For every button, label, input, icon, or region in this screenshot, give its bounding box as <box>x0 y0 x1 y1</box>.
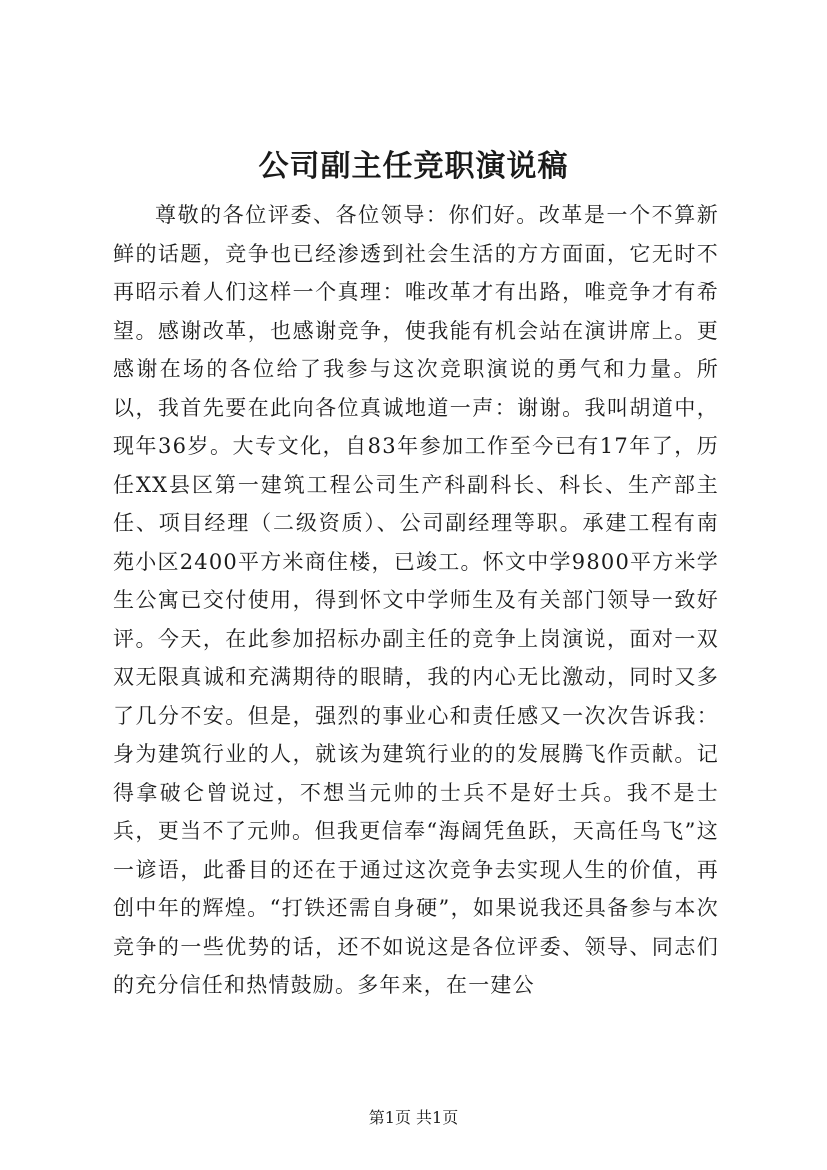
page-number-footer: 第1页 共1页 <box>368 1108 459 1127</box>
document-title: 公司副主任竞职演说稿 <box>258 149 569 184</box>
document-body-paragraph: 尊敬的各位评委、各位领导：你们好。改革是一个不算新鲜的话题，竞争也已经渗透到社会生活的方方面面，它无时不再昭示着人们这样一个真理：唯改革才有出路，唯竞争才有希望。感谢改革，也感谢竞争，使我能有机会站在演讲席上。更感谢在场的各位给了我参与这次竞职演说的勇气和力量。所以，我首先要在此向各位真诚地道一声：谢谢。我叫胡道中，现年36岁。大专文化，自83年参加工作至今已有17年了，历任XX县区第一建筑工程公司生产科副科长、科长、生产部主任、项目经理（二级资质）、公司副经理等职。承建工程有南苑小区2400平方米商住楼，已竣工。怀文中学9800平方米学生公寓已交付使用，得到怀文中学师生及有关部门领导一致好评。今天，在此参加招标办副主任的竞争上岗演说，面对一双双无限真诚和充满期待的眼睛，我的内心无比激动，同时又多了几分不安。但是，强烈的事业心和责任感又一次次告诉我：身为建筑行业的人，就该为建筑行业的的发展腾飞作贡献。记得拿破仑曾说过，不想当元帅的士兵不是好士兵。我不是士兵，更当不了元帅。但我更信奉“海阔凭鱼跃，天高任鸟飞”这一谚语，此番目的还在于通过这次竞争去实现人生的价值，再创中年的辉煌。“打铁还需自身硬”，如果说我还具备参与本次竞争的一些优势的话，还不如说这是各位评委、领导、同志们的充分信任和热情鼓励。多年来，在一建公 <box>113 203 719 997</box>
